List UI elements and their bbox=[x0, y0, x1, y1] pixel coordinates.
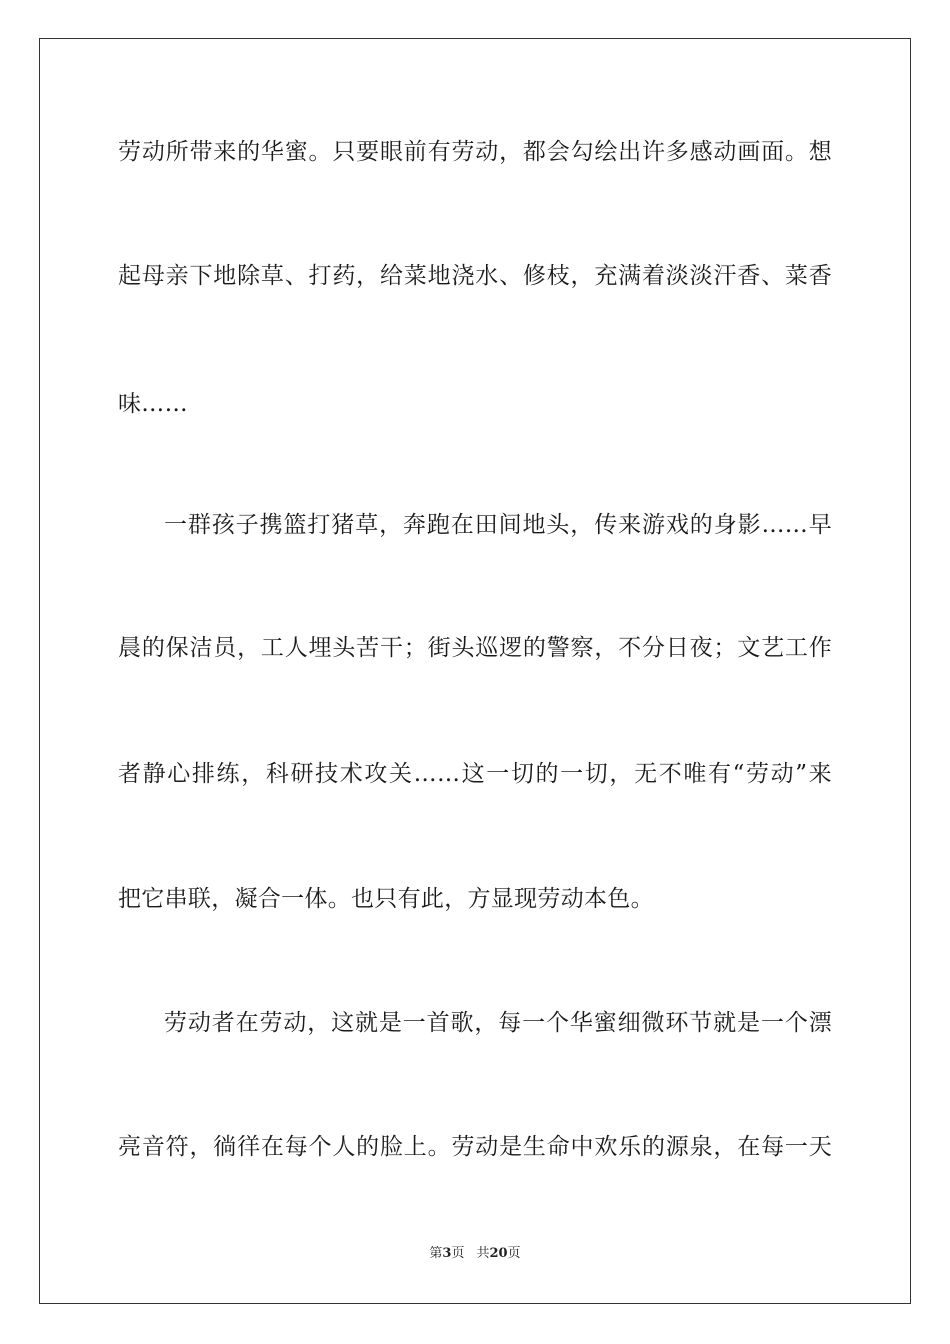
total-prefix: 共 bbox=[476, 1246, 490, 1261]
total-pages: 20 bbox=[489, 1246, 508, 1261]
page-prefix: 第 bbox=[429, 1246, 443, 1261]
paragraph-line: 一群孩子携篮打猪草，奔跑在田间地头，传来游戏的身影……早 bbox=[164, 512, 832, 538]
page-suffix: 页 bbox=[451, 1246, 465, 1261]
paragraph-line: 劳动者在劳动，这就是一首歌，每一个华蜜细微环节就是一个漂 bbox=[164, 1010, 832, 1036]
paragraph-line: 亮音符，徜徉在每个人的脸上。劳动是生命中欢乐的源泉，在每一天 bbox=[118, 1134, 832, 1160]
page-border bbox=[39, 38, 911, 1304]
paragraph-line: 味…… bbox=[118, 391, 188, 417]
paragraph-line: 者静心排练，科研技术攻关……这一切的一切，无不唯有“劳动”来 bbox=[118, 761, 832, 787]
page-footer bbox=[0, 1246, 950, 1262]
paragraph-line: 劳动所带来的华蜜。只要眼前有劳动，都会勾绘出许多感动画面。想 bbox=[118, 139, 832, 165]
paragraph-line: 把它串联，凝合一体。也只有此，方显现劳动本色。 bbox=[118, 886, 654, 912]
total-suffix: 页 bbox=[507, 1246, 521, 1261]
paragraph-line: 起母亲下地除草、打药，给菜地浇水、修枝，充满着淡淡汗香、菜香 bbox=[118, 263, 832, 289]
paragraph-line: 晨的保洁员，工人埋头苦干；街头巡逻的警察，不分日夜；文艺工作 bbox=[118, 635, 832, 661]
page-number: 3 bbox=[442, 1246, 452, 1261]
